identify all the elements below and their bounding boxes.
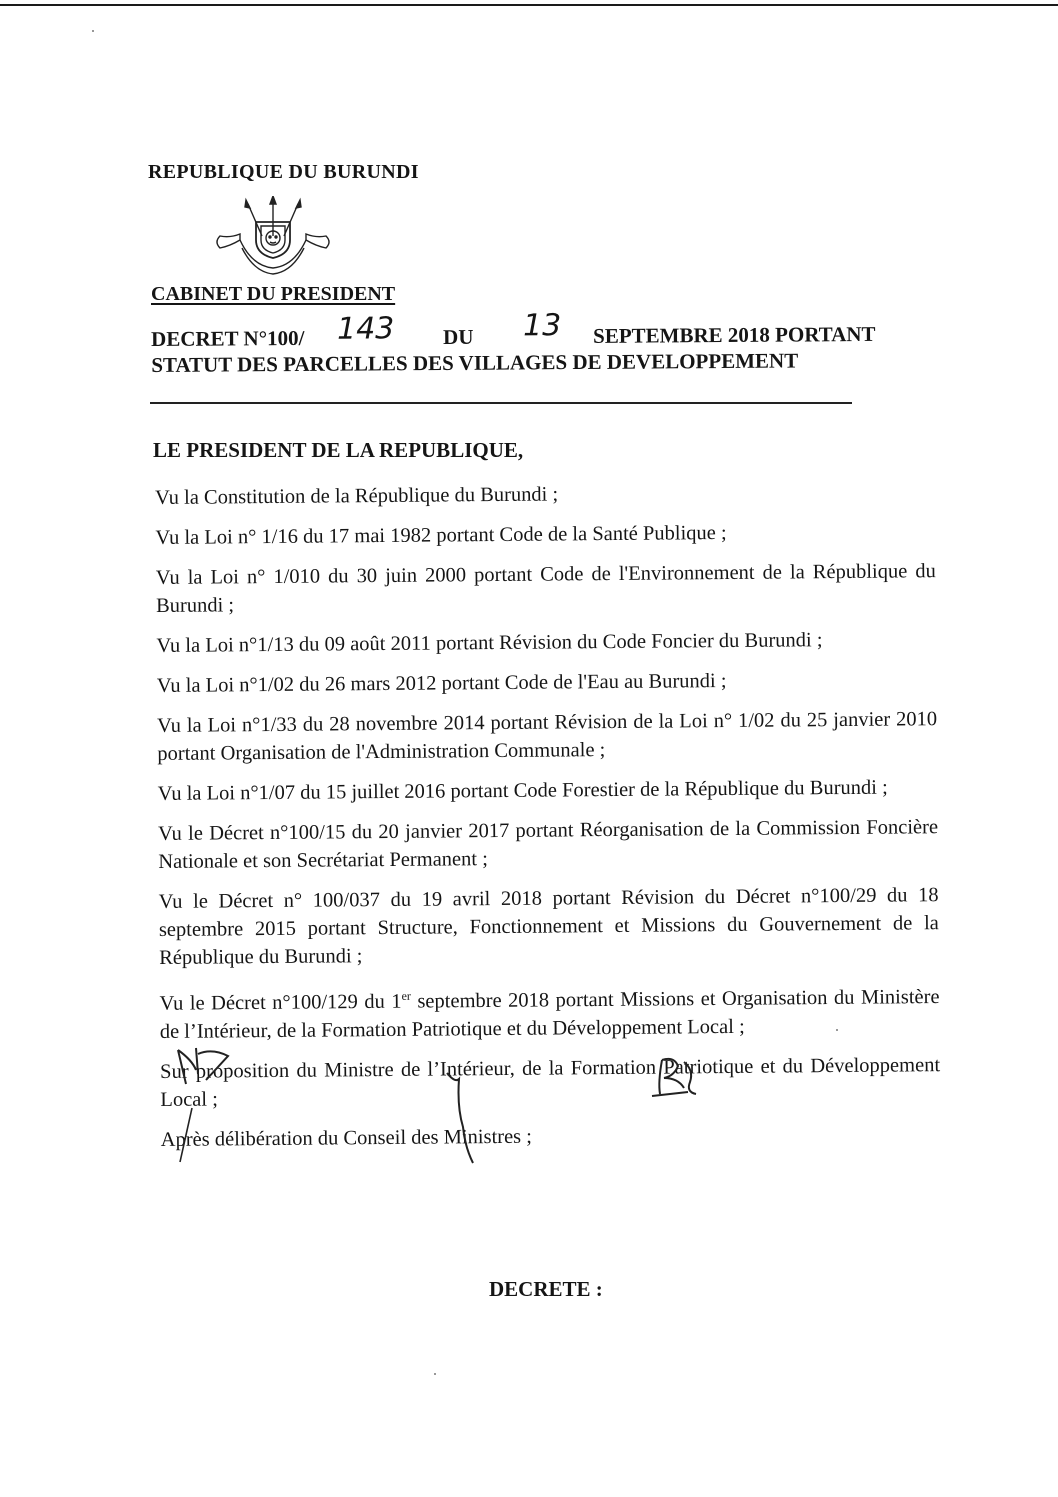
decrete-heading: DECRETE : [489,1277,603,1301]
decree-title-line-2: STATUT DES PARCELLES DES VILLAGES DE DEVELOPPEMENT [151,348,799,377]
president-heading: LE PRESIDENT DE LA REPUBLIQUE, [153,438,524,462]
republic-heading: REPUBLIQUE DU BURUNDI [148,161,419,183]
signature-initials-3 [644,1052,704,1104]
consideration-paragraph: Vu la Loi n°1/13 du 09 août 2011 portant Révision du Code Foncier du Burundi ; [156,629,823,657]
decree-title-line-1 [151,308,931,352]
signature-initials-2 [443,1067,479,1167]
consideration-paragraph: Vu la Loi n° 1/010 du 30 juin 2000 portant Code de l'Environnement de la République du Burundi ; [155,560,936,617]
consideration-paragraph: Vu la Loi n°1/33 du 28 novembre 2014 portant Révision de la Loi n° 1/02 du 25 janvier 2010 portant Organisation de l'Administration Communale ; [157,708,938,765]
considerations-list [155,477,941,1166]
consideration-paragraph: Vu la Constitution de la République du Burundi ; [155,483,559,509]
cabinet-heading: CABINET DU PRESIDENT [151,283,396,305]
decree-day-handwritten: 13 [522,308,562,344]
page-top-border [0,4,1058,6]
consideration-paragraph: Vu le Décret n°100/129 du 1er septembre 2018 portant Missions et Organisation du Ministère de l’Intérieur, de la Formation Patriotique et du Développement Local ; [159,986,940,1043]
signature-initials-1 [172,1040,236,1170]
scan-speck [92,30,94,32]
consideration-paragraph: Vu le Décret n° 100/037 du 19 avril 2018 portant Révision du Décret n°100/29 du 18 septembre 2015 portant Structure, Fonctionnement et Missions du Gouvernement de la République du Burundi ; [158,884,939,969]
title-separator [150,402,852,404]
burundi-coat-of-arms-emblem [212,196,334,276]
decree-title [151,308,931,378]
consideration-paragraph: Vu le Décret n°100/15 du 20 janvier 2017 portant Réorganisation de la Commission Foncière Nationale et son Secrétariat Permanent ; [157,816,939,873]
consideration-paragraph: Vu la Loi n°1/02 du 26 mars 2012 portant Code de l'Eau au Burundi ; [156,670,727,697]
consideration-paragraph: Sur proposition du Ministre de l’Intérieur, de la Formation Patriotique et du Développement Local ; [160,1053,941,1111]
consideration-paragraph: Vu la Loi n° 1/16 du 17 mai 1982 portant Code de la Santé Publique ; [155,522,727,549]
consideration-paragraph: Vu la Loi n°1/07 du 15 juillet 2016 portant Code Forestier de la République du Burundi ; [157,776,888,805]
decree-du-label: DU [443,324,474,349]
scan-speck [836,1029,838,1031]
consideration-paragraph: Après délibération du Conseil des Ministres ; [160,1125,533,1151]
decree-number-handwritten: 143 [336,311,395,347]
scan-speck [434,1373,436,1375]
decree-prefix: DECRET N°100/ [151,325,305,351]
decree-date-rest: SEPTEMBRE 2018 PORTANT [593,321,876,348]
